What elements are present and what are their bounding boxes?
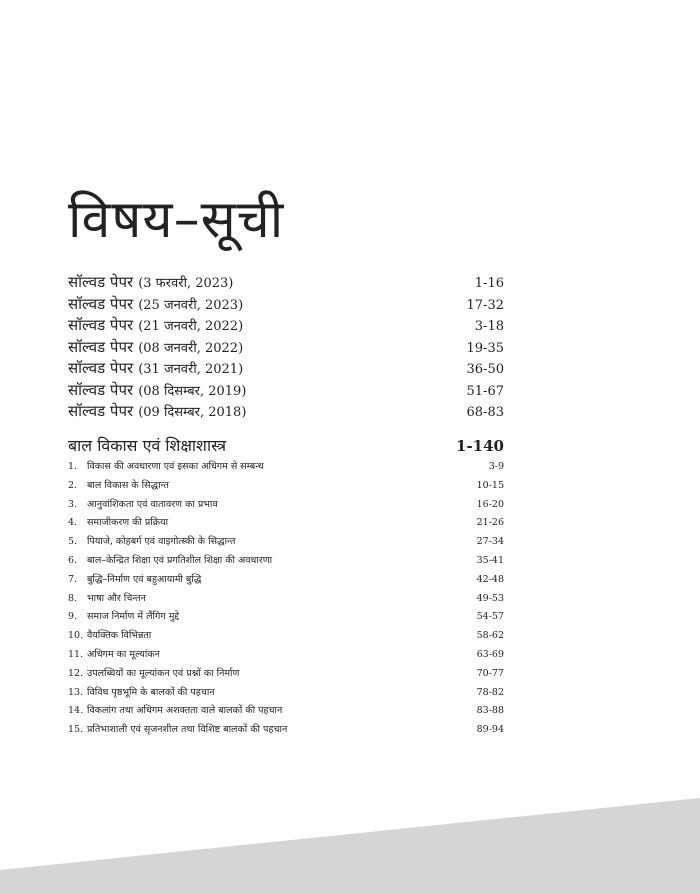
solved-paper-row xyxy=(68,358,504,380)
chapter-number: 14. xyxy=(68,705,84,717)
paper-pages: 17-32 xyxy=(466,297,504,313)
paper-label: सॉल्वड पेपर xyxy=(68,402,134,420)
solved-paper-row xyxy=(68,380,504,402)
chapter-title: पियाजे, कोहबर्ग एवं वाइगोत्स्की के सिद्धान्त xyxy=(87,536,236,548)
solved-paper-row xyxy=(68,315,504,337)
chapter-pages: 58-62 xyxy=(476,630,504,642)
page-title: विषय–सूची xyxy=(68,190,285,250)
chapter-row xyxy=(68,703,504,722)
chapter-row xyxy=(68,572,504,591)
chapter-pages: 16-20 xyxy=(476,498,504,510)
chapter-number: 9. xyxy=(68,611,78,623)
chapter-number: 7. xyxy=(68,573,78,585)
chapter-row xyxy=(68,591,504,610)
chapter-pages: 3-9 xyxy=(488,461,504,472)
chapter-number: 6. xyxy=(68,554,78,566)
chapter-pages: 42-48 xyxy=(476,573,504,585)
chapter-title: प्रतिभाशाली एवं सृजनशील तथा विशिष्ट बालकों की पहचान xyxy=(87,724,288,736)
chapter-title: वैयक्तिक विभिन्नता xyxy=(87,630,152,642)
chapter-pages: 83-88 xyxy=(476,705,504,717)
chapter-number: 15. xyxy=(68,724,84,736)
paper-label: सॉल्वड पेपर xyxy=(68,294,134,313)
paper-date: (31 जनवरी, 2021) xyxy=(138,362,244,377)
chapter-pages: 54-57 xyxy=(476,611,504,623)
chapter-number: 12. xyxy=(68,667,84,679)
paper-date: (08 दिसम्बर, 2019) xyxy=(138,383,247,399)
chapter-title: आनुवांशिकता एवं वातावरण का प्रभाव xyxy=(87,498,218,510)
chapter-row xyxy=(68,647,504,666)
chapter-title: बुद्धि–निर्माण एवं बहुआयामी बुद्धि xyxy=(87,573,202,585)
chapter-title: बाल–केन्द्रित शिक्षा एवं प्रगतिशील शिक्षा की अवधारणा xyxy=(87,554,273,566)
solved-paper-row xyxy=(68,401,504,423)
section-title: बाल विकास एवं शिक्षाशास्त्र xyxy=(68,436,227,455)
section-pages: 1-140 xyxy=(456,437,504,455)
paper-pages: 36-50 xyxy=(466,362,504,377)
chapter-pages: 70-77 xyxy=(476,667,504,679)
paper-pages: 68-83 xyxy=(466,405,504,420)
chapter-title: विविध पृष्ठभूमि के बालकों की पहचान xyxy=(87,686,215,698)
solved-paper-row xyxy=(68,294,504,316)
paper-label: सॉल्वड पेपर xyxy=(68,337,134,356)
chapter-number: 5. xyxy=(68,536,78,548)
chapter-pages: 35-41 xyxy=(476,554,504,566)
paper-pages: 19-35 xyxy=(466,340,504,356)
chapter-row xyxy=(68,609,504,628)
chapter-title: अधिगम का मूल्यांकन xyxy=(87,648,160,660)
chapter-row xyxy=(68,515,504,534)
chapter-number: 11. xyxy=(68,648,84,660)
chapter-row xyxy=(68,666,504,685)
chapter-title: उपलब्धियों का मूल्यांकन एवं प्रश्नों का निर्माण xyxy=(87,667,240,679)
chapter-row xyxy=(68,722,504,741)
chapter-pages: 49-53 xyxy=(476,592,504,604)
chapter-row xyxy=(68,553,504,572)
chapter-row xyxy=(68,628,504,647)
solved-paper-row xyxy=(68,337,504,359)
chapter-list xyxy=(68,459,504,741)
chapter-row xyxy=(68,685,504,704)
chapter-number: 10. xyxy=(68,630,84,642)
chapter-number: 13. xyxy=(68,686,84,698)
paper-pages: 3-18 xyxy=(474,319,504,334)
paper-label: सॉल्वड पेपर xyxy=(68,359,134,377)
chapter-row xyxy=(68,478,504,497)
paper-date: (08 जनवरी, 2022) xyxy=(138,340,244,356)
chapter-title: समाजीकरण की प्रक्रिया xyxy=(87,517,169,529)
chapter-pages: 10-15 xyxy=(476,479,504,491)
chapter-number: 3. xyxy=(68,498,78,510)
chapter-row xyxy=(68,497,504,516)
paper-label: सॉल्वड पेपर xyxy=(68,380,134,399)
chapter-pages: 63-69 xyxy=(476,648,504,660)
paper-date: (09 दिसम्बर, 2018) xyxy=(138,405,247,420)
chapter-title: समाज निर्माण में लैंगिग मुद्दे xyxy=(87,611,179,623)
chapter-pages: 89-94 xyxy=(476,724,504,736)
chapter-row xyxy=(68,459,504,478)
chapter-pages: 21-26 xyxy=(476,517,504,529)
section-heading xyxy=(68,434,504,456)
chapter-title: विकलांग तथा अधिगम अशक्तता वाले बालकों की पहचान xyxy=(87,705,283,717)
paper-pages: 1-16 xyxy=(474,276,504,291)
chapter-number: 8. xyxy=(68,592,78,604)
chapter-number: 1. xyxy=(68,461,78,472)
chapter-title: भाषा और चिन्तन xyxy=(87,592,146,604)
chapter-pages: 78-82 xyxy=(476,686,504,698)
paper-date: (25 जनवरी, 2023) xyxy=(138,297,244,313)
paper-pages: 51-67 xyxy=(466,383,504,399)
paper-label: सॉल्वड पेपर xyxy=(68,273,134,291)
solved-papers-list xyxy=(68,272,504,423)
paper-date: (3 फरवरी, 2023) xyxy=(138,276,234,291)
chapter-title: विकास की अवधारणा एवं इसका अधिगम से सम्बन्ध xyxy=(87,461,264,472)
chapter-number: 4. xyxy=(68,517,78,529)
paper-date: (21 जनवरी, 2022) xyxy=(138,319,244,334)
chapter-number: 2. xyxy=(68,479,78,491)
solved-paper-row xyxy=(68,272,504,294)
chapter-row xyxy=(68,534,504,553)
paper-label: सॉल्वड पेपर xyxy=(68,316,134,334)
decorative-bottom-band xyxy=(0,780,700,894)
chapter-title: बाल विकास के सिद्धान्त xyxy=(87,479,169,491)
chapter-pages: 27-34 xyxy=(476,536,504,548)
